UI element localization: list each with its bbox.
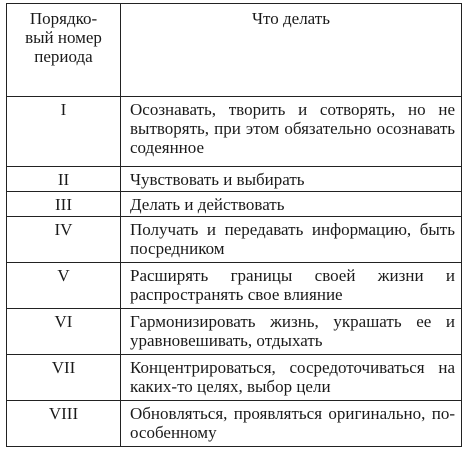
period-action: Обновляться, проявляться оригинально, по-особенному bbox=[121, 401, 462, 447]
periods-table bbox=[6, 3, 462, 447]
period-number: II bbox=[7, 167, 121, 192]
period-number: IV bbox=[7, 217, 121, 263]
period-action: Получать и передавать информацию, быть посредником bbox=[121, 217, 462, 263]
table-row bbox=[7, 217, 462, 263]
table-row bbox=[7, 263, 462, 309]
period-number: V bbox=[7, 263, 121, 309]
header-period-number: Порядко- вый номер периода bbox=[7, 4, 121, 97]
period-action: Расширять границы своей жизни и распространять свое влияние bbox=[121, 263, 462, 309]
table-row bbox=[7, 167, 462, 192]
period-number: VIII bbox=[7, 401, 121, 447]
table-row bbox=[7, 192, 462, 217]
table-row bbox=[7, 309, 462, 355]
period-action: Осознавать, творить и сотворять, но не вытворять, при этом обязательно осознавать содеянное bbox=[121, 97, 462, 167]
header-what-to-do: Что делать bbox=[121, 4, 462, 97]
period-number: VII bbox=[7, 355, 121, 401]
period-action: Чувствовать и выбирать bbox=[121, 167, 462, 192]
table-header-row bbox=[7, 4, 462, 97]
table-row bbox=[7, 97, 462, 167]
table-row bbox=[7, 401, 462, 447]
period-action: Гармонизировать жизнь, украшать ее и уравновешивать, отдыхать bbox=[121, 309, 462, 355]
table-row bbox=[7, 355, 462, 401]
period-number: III bbox=[7, 192, 121, 217]
period-action: Концентрироваться, сосредоточиваться на каких-то целях, выбор цели bbox=[121, 355, 462, 401]
period-number: I bbox=[7, 97, 121, 167]
period-number: VI bbox=[7, 309, 121, 355]
period-action: Делать и действовать bbox=[121, 192, 462, 217]
